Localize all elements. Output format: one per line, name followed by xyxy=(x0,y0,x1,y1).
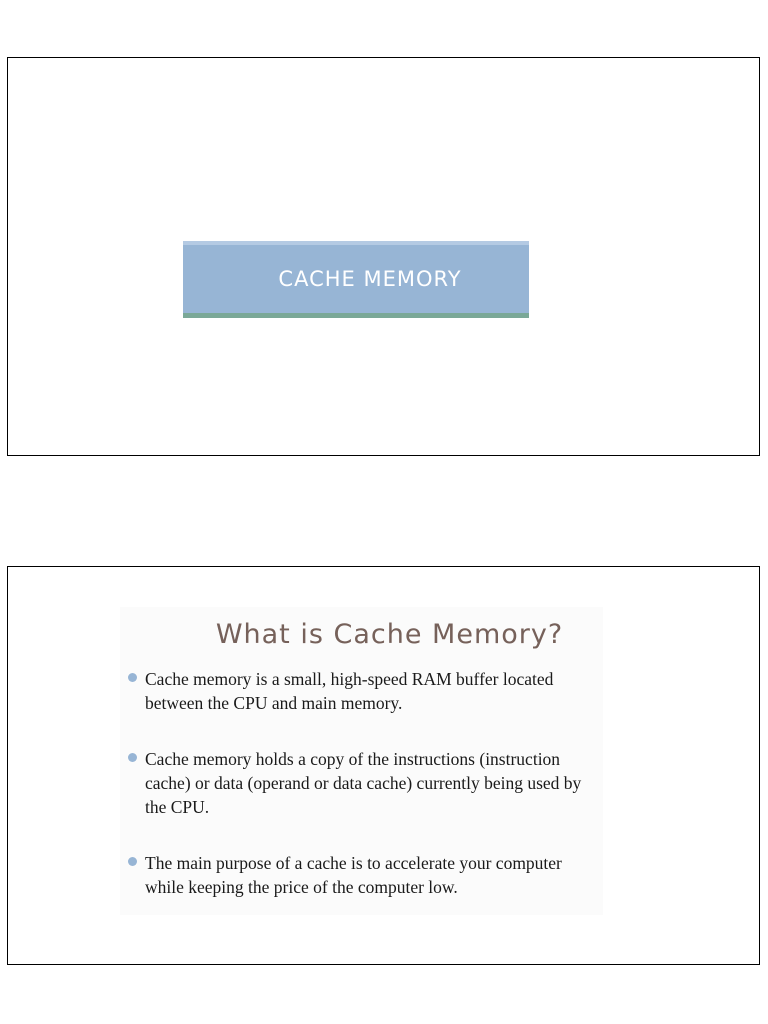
bullet-text: Cache memory holds a copy of the instructions (instruction cache) or data (operand or data cache) currently being used by the CPU. xyxy=(145,749,582,817)
bullet-text: Cache memory is a small, high-speed RAM buffer located between the CPU and main memory. xyxy=(145,669,554,713)
bullet-item xyxy=(128,851,598,899)
bullet-item xyxy=(128,667,598,715)
title-banner xyxy=(183,241,529,318)
bullet-dot-icon xyxy=(128,857,137,866)
bullet-text: The main purpose of a cache is to accelerate your computer while keeping the price of the computer low. xyxy=(145,853,562,897)
bullet-item xyxy=(128,747,598,819)
bullet-dot-icon xyxy=(128,673,137,682)
bullet-dot-icon xyxy=(128,753,137,762)
slide-2-title: What is Cache Memory? xyxy=(215,619,564,650)
bullet-list xyxy=(128,667,598,899)
slide-1-title: CACHE MEMORY xyxy=(278,267,462,291)
slide-2 xyxy=(7,566,760,965)
slide-1 xyxy=(7,57,760,456)
